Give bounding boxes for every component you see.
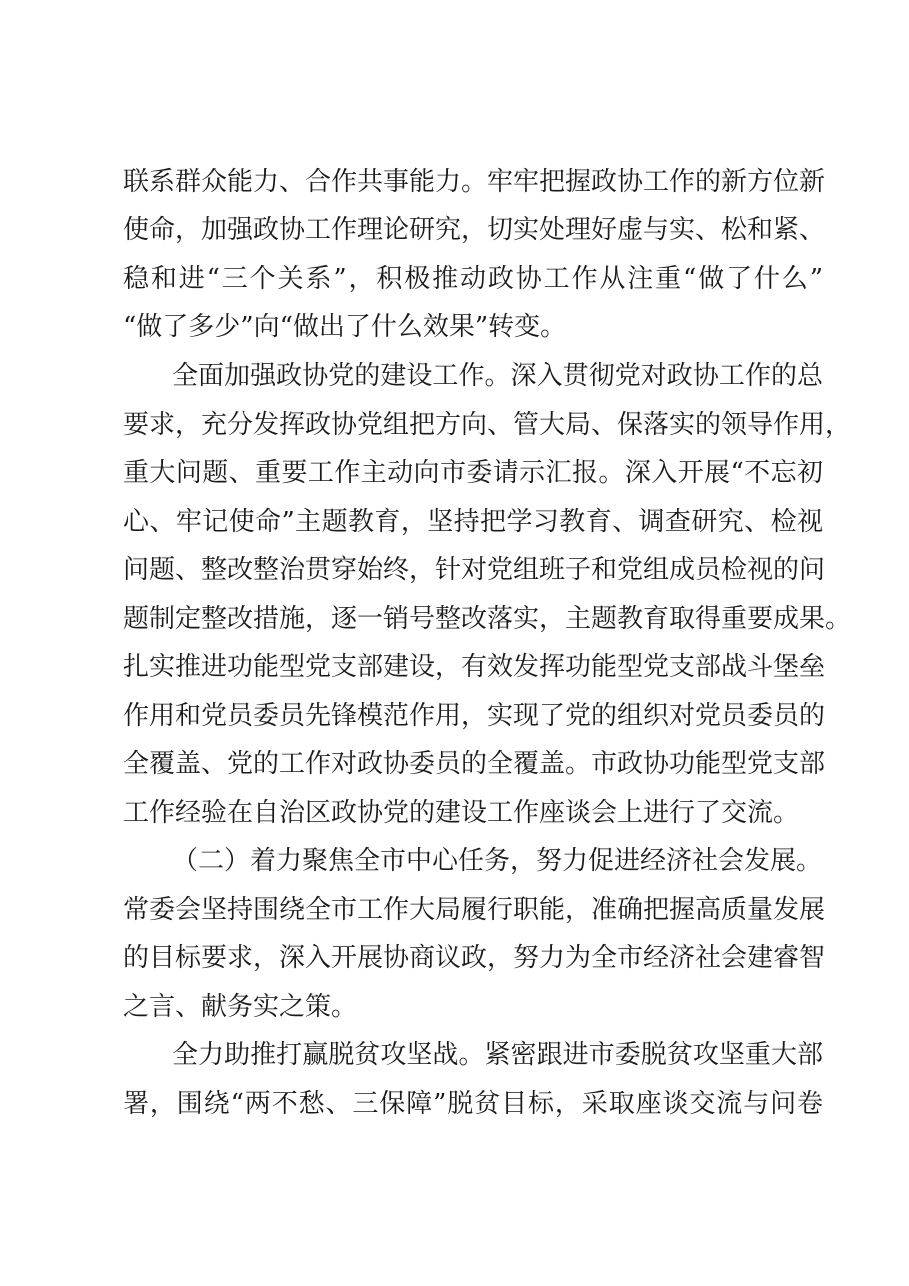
text-line: 常委会坚持围绕全市工作大局履行职能，准确把握高质量发展 [123, 895, 826, 925]
text-line: “做了多少”向“做出了什么效果”转变。 [123, 312, 567, 342]
text-line: 心、牢记使命”主题教育，坚持把学习教育、调查研究、检视 [123, 507, 823, 537]
text-line: 的目标要求，深入开展协商议政，努力为全市经济社会建睿智 [123, 943, 826, 973]
text-line: 工作经验在自治区政协党的建设工作座谈会上进行了交流。 [123, 798, 800, 828]
text-line: 题制定整改措施，逐一销号整改落实，主题教育取得重要成果。 [123, 604, 852, 634]
text-line: 作用和党员委员先锋模范作用，实现了党的组织对党员委员的 [123, 701, 826, 731]
text-line: 全覆盖、党的工作对政协委员的全覆盖。市政协功能型党支部 [123, 749, 826, 779]
section-heading: （二）着力聚焦全市中心任务，努力促进经济社会发展。 [172, 846, 823, 876]
text-line: 重大问题、重要工作主动向市委请示汇报。深入开展“不忘初 [123, 458, 823, 488]
text-line: 要求，充分发挥政协党组把方向、管大局、保落实的领导作用， [123, 410, 852, 440]
paragraph-first-line: 全面加强政协党的建设工作。深入贯彻党对政协工作的总 [172, 361, 823, 391]
text-line: 扎实推进功能型党支部建设，有效发挥功能型党支部战斗堡垒 [123, 652, 826, 682]
text-line: 使命，加强政协工作理论研究，切实处理好虚与实、松和紧、 [123, 215, 826, 245]
text-line: 联系群众能力、合作共事能力。牢牢把握政协工作的新方位新 [123, 167, 826, 197]
text-line: 稳和进“三个关系”，积极推动政协工作从注重“做了什么” [123, 264, 823, 294]
paragraph-first-line: 全力助推打赢脱贫攻坚战。紧密跟进市委脱贫攻坚重大部 [172, 1040, 823, 1070]
text-line: 问题、整改整治贯穿始终，针对党组班子和党组成员检视的问 [123, 555, 826, 585]
text-line: 之言、献务实之策。 [123, 992, 358, 1022]
text-line: 署，围绕“两不愁、三保障”脱贫目标，采取座谈交流与问卷 [123, 1089, 823, 1119]
